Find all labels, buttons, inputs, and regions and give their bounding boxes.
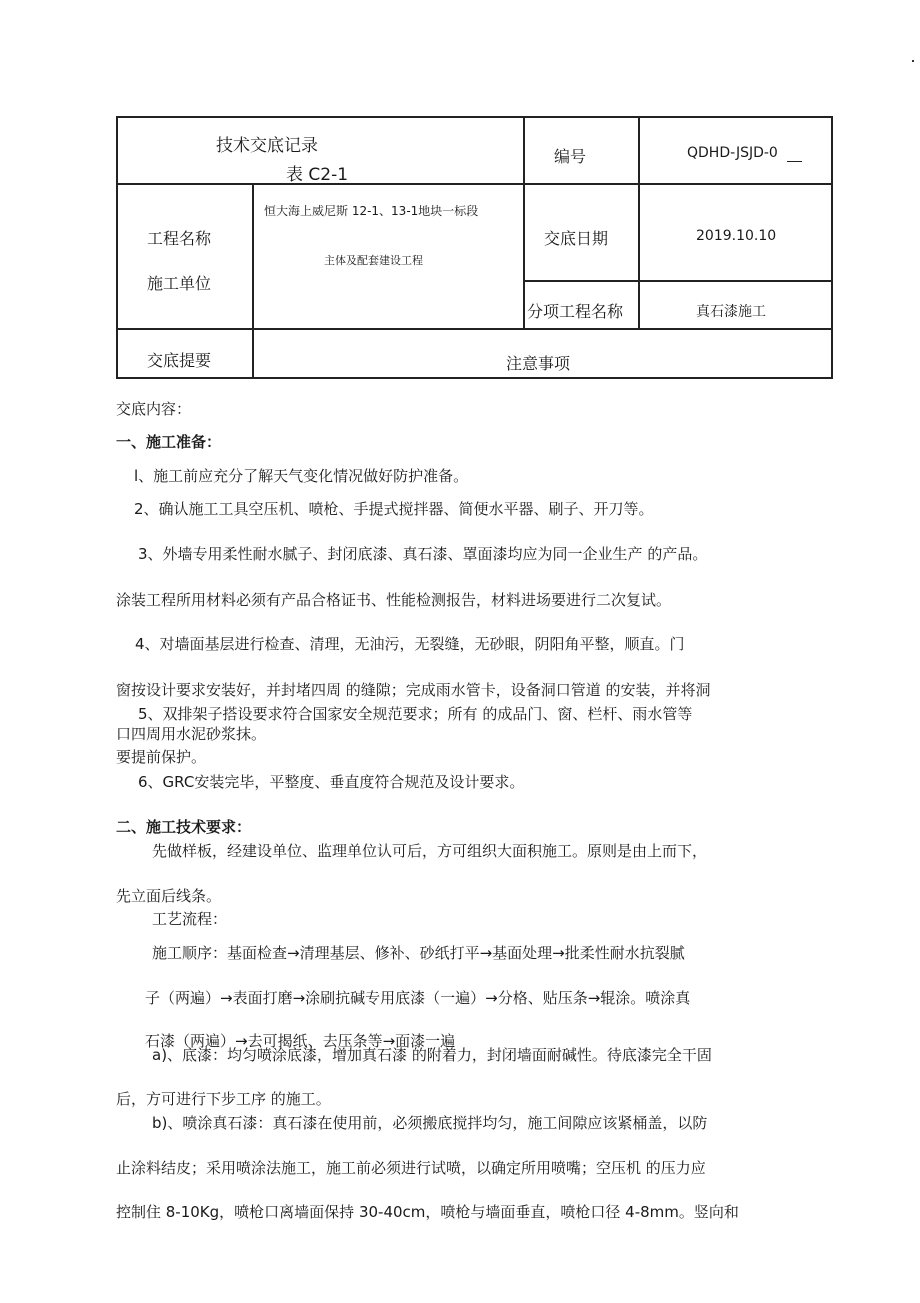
prep-item-4-cont2: 口四周用水泥砂浆抹。 — [116, 725, 267, 743]
table-rule-3 — [116, 328, 833, 330]
table-rule-1 — [116, 183, 833, 185]
summary-value: 注意事项 — [506, 354, 571, 373]
table-col-1 — [252, 183, 254, 379]
form-title: 技术交底记录 — [216, 136, 318, 156]
process-sequence-cont1: 子（两遍）→表面打磨→涂刷抗碱专用底漆（一遍）→分格、贴压条→辊涂。喷涂真 — [145, 989, 691, 1007]
subproject-label: 分项工程名称 — [527, 302, 624, 321]
table-col-3 — [638, 116, 640, 329]
table-col-2 — [523, 116, 525, 329]
tech-item-b: b)、喷涂真石漆：真石漆在使用前，必须搬底搅拌均匀，施工间隙应该紧桶盖，以防 — [152, 1114, 708, 1132]
prep-item-6: 6、GRC安装完毕，平整度、垂直度符合规范及设计要求。 — [138, 773, 525, 791]
table-border-top — [116, 116, 833, 118]
corner-mark — [912, 60, 914, 62]
form-code: 表 C2-1 — [286, 165, 349, 185]
process-sequence: 施工顺序：基面检查→清理基层、修补、砂纸打平→基面处理→批柔性耐水抗裂腻 — [152, 944, 685, 962]
table-border-bottom — [116, 377, 833, 379]
project-name-value-line2: 主体及配套建设工程 — [324, 254, 423, 267]
tech-item-1: 先做样板，经建设单位、监理单位认可后，方可组织大面积施工。原则是由上而下， — [152, 842, 708, 860]
prep-item-2: 2、确认施工工具空压机、喷枪、手提式搅拌器、简便水平器、刷子、开刀等。 — [134, 500, 654, 518]
date-value: 2019.10.10 — [696, 228, 777, 244]
prep-item-3-cont: 涂装工程所用材料必须有产品合格证书、性能检测报告，材料进场要进行二次复试。 — [116, 591, 672, 609]
prep-item-1: l、施工前应充分了解天气变化情况做好防护准备。 — [134, 467, 469, 485]
section-2-title: 二、施工技术要求： — [116, 818, 252, 836]
contractor-label: 施工单位 — [147, 274, 212, 293]
tech-item-a: a)、底漆：均匀喷涂底漆，增加真石漆 的附着力，封闭墙面耐碱性。待底漆完全干固 — [152, 1046, 712, 1064]
table-rule-2 — [524, 280, 833, 282]
table-border-right — [831, 116, 833, 379]
number-blank-line — [787, 161, 802, 162]
date-label: 交底日期 — [544, 229, 609, 248]
number-value: QDHD-JSJD-0 — [687, 145, 778, 161]
section-1-title: 一、施工准备： — [116, 433, 222, 451]
process-flow-label: 工艺流程： — [152, 910, 228, 928]
tech-item-b-cont2: 控制住 8-10Kg，喷枪口离墙面保持 30-40cm，喷枪与墙面垂直，喷枪口径 4-8mm。竖向和 — [116, 1203, 739, 1221]
prep-item-4: 4、对墙面基层进行检查、清理，无油污，无裂缝，无砂眼，阴阳角平整，顺直。门 — [135, 635, 685, 653]
tech-item-a-cont: 后，方可进行下步工序 的施工。 — [116, 1090, 331, 1108]
prep-item-4-cont: 窗按设计要求安装好，并封堵四周 的缝隙；完成雨水管卡，设备洞口管道 的安装，并将洞 — [116, 681, 711, 699]
table-border-left — [116, 116, 118, 379]
tech-item-1-cont: 先立面后线条。 — [116, 887, 222, 905]
prep-item-5: 5、双排架子搭设要求符合国家安全规范要求；所有 的成品门、窗、栏杆、雨水管等 — [138, 705, 693, 723]
number-label: 编号 — [554, 147, 587, 166]
prep-item-5-cont: 要提前保护。 — [116, 748, 207, 766]
prep-item-3: 3、外墙专用柔性耐水腻子、封闭底漆、真石漆、罩面漆均应为同一企业生产 的产品。 — [138, 545, 708, 563]
summary-label: 交底提要 — [147, 351, 212, 370]
tech-item-b-cont1: 止涂料结皮；采用喷涂法施工，施工前必须进行试喷，以确定所用喷嘴；空压机 的压力应 — [116, 1159, 706, 1177]
project-name-value-line1: 恒大海上威尼斯 12-1、13-1地块一标段 — [264, 204, 479, 218]
header-table — [116, 116, 833, 379]
content-intro: 交底内容： — [116, 400, 192, 418]
process-sequence-cont2: 石漆（两遍）→去可揭纸、去压条等→面漆一遍 — [145, 1032, 456, 1050]
subproject-value: 真石漆施工 — [696, 304, 766, 320]
project-name-label: 工程名称 — [147, 229, 212, 248]
